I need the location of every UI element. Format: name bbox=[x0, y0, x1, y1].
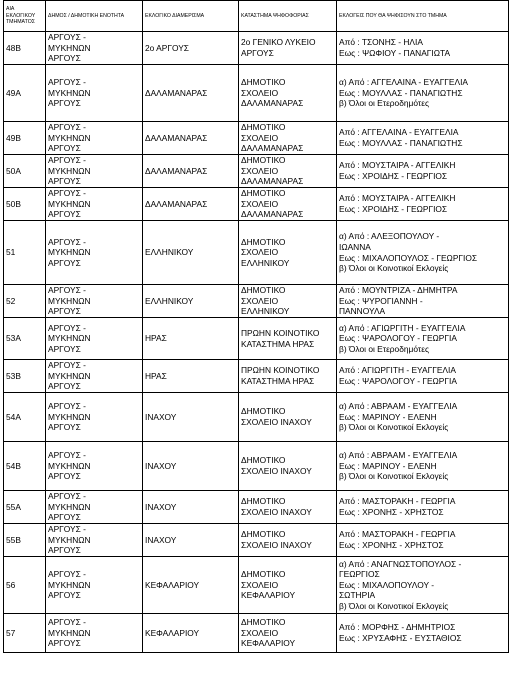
section-id-cell: 57 bbox=[4, 614, 46, 653]
table-row bbox=[4, 318, 509, 360]
municipality-cell: ΑΡΓΟΥΣ - ΜΥΚΗΝΩΝ ΑΡΓΟΥΣ bbox=[46, 318, 143, 360]
table-row bbox=[4, 557, 509, 614]
municipality-cell: ΑΡΓΟΥΣ - ΜΥΚΗΝΩΝ ΑΡΓΟΥΣ bbox=[46, 442, 143, 491]
municipality-cell: ΑΡΓΟΥΣ - ΜΥΚΗΝΩΝ ΑΡΓΟΥΣ bbox=[46, 122, 143, 155]
municipality-cell: ΑΡΓΟΥΣ - ΜΥΚΗΝΩΝ ΑΡΓΟΥΣ bbox=[46, 221, 143, 285]
table-row bbox=[4, 65, 509, 122]
district-cell: ΗΡΑΣ bbox=[143, 318, 239, 360]
district-cell: ΕΛΛΗΝΙΚΟΥ bbox=[143, 285, 239, 318]
voters-range-cell: α) Από : ΑΒΡΑΑΜ - ΕΥΑΓΓΕΛΙΑ Εως : ΜΑΡΙΝΟΥ - ΕΛΕΝΗ β) Όλοι οι Κοινοτικοί Εκλογείς bbox=[337, 442, 509, 491]
table-row bbox=[4, 491, 509, 524]
table-row bbox=[4, 32, 509, 65]
municipality-cell: ΑΡΓΟΥΣ - ΜΥΚΗΝΩΝ ΑΡΓΟΥΣ bbox=[46, 285, 143, 318]
municipality-cell: ΑΡΓΟΥΣ - ΜΥΚΗΝΩΝ ΑΡΓΟΥΣ bbox=[46, 491, 143, 524]
district-cell: ΕΛΛΗΝΙΚΟΥ bbox=[143, 221, 239, 285]
district-cell: ΙΝΑΧΟΥ bbox=[143, 393, 239, 442]
voters-range-cell: α) Από : ΑΛΕΞΟΠΟΥΛΟΥ - ΙΩΑΝΝΑ Εως : ΜΙΧΑΛΟΠΟΥΛΟΣ - ΓΕΩΡΓΙΟΣ β) Όλοι οι Κοινοτικοί Εκλογείς bbox=[337, 221, 509, 285]
section-id-cell: 48Β bbox=[4, 32, 46, 65]
voters-range-cell: Από : ΜΟΥΝΤΡΙΖΑ - ΔΗΜΗΤΡΑ Εως : ΨΥΡΟΓΙΑΝΝΗ - ΠΑΝΝΟΥΛΑ bbox=[337, 285, 509, 318]
polling-station-cell: ΔΗΜΟΤΙΚΟ ΣΧΟΛΕΙΟ ΔΑΛΑΜΑΝΑΡΑΣ bbox=[239, 122, 337, 155]
polling-station-cell: ΠΡΩΗΝ ΚΟΙΝΟΤΙΚΟ ΚΑΤΑΣΤΗΜΑ ΗΡΑΣ bbox=[239, 360, 337, 393]
municipality-cell: ΑΡΓΟΥΣ - ΜΥΚΗΝΩΝ ΑΡΓΟΥΣ bbox=[46, 188, 143, 221]
header-section-id: ΑΙΑ ΕΚΛΟΓΙΚΟΥ ΤΜΗΜΑΤΟΣ bbox=[4, 1, 46, 32]
section-id-cell: 54Α bbox=[4, 393, 46, 442]
section-id-cell: 56 bbox=[4, 557, 46, 614]
section-id-cell: 53Β bbox=[4, 360, 46, 393]
polling-stations-table bbox=[3, 0, 509, 653]
municipality-cell: ΑΡΓΟΥΣ - ΜΥΚΗΝΩΝ ΑΡΓΟΥΣ bbox=[46, 155, 143, 188]
municipality-cell: ΑΡΓΟΥΣ - ΜΥΚΗΝΩΝ ΑΡΓΟΥΣ bbox=[46, 524, 143, 557]
table-row bbox=[4, 614, 509, 653]
header-voters: ΕΚΛΟΓΕΙΣ ΠΟΥ ΘΑ ΨΗΦΙΣΟΥΝ ΣΤΟ ΤΜΗΜΑ bbox=[337, 1, 509, 32]
voters-range-cell: Από : ΜΟΥΣΤΑΙΡΑ - ΑΓΓΕΛΙΚΗ Εως : ΧΡΟΙΔΗΣ - ΓΕΩΡΓΙΟΣ bbox=[337, 155, 509, 188]
section-id-cell: 55Β bbox=[4, 524, 46, 557]
polling-station-cell: ΔΗΜΟΤΙΚΟ ΣΧΟΛΕΙΟ ΕΛΛΗΝΙΚΟΥ bbox=[239, 221, 337, 285]
polling-station-cell: ΠΡΩΗΝ ΚΟΙΝΟΤΙΚΟ ΚΑΤΑΣΤΗΜΑ ΗΡΑΣ bbox=[239, 318, 337, 360]
polling-station-cell: ΔΗΜΟΤΙΚΟ ΣΧΟΛΕΙΟ ΔΑΛΑΜΑΝΑΡΑΣ bbox=[239, 188, 337, 221]
table-header-row bbox=[4, 1, 509, 32]
polling-station-cell: ΔΗΜΟΤΙΚΟ ΣΧΟΛΕΙΟ ΙΝΑΧΟΥ bbox=[239, 393, 337, 442]
table-row bbox=[4, 360, 509, 393]
section-id-cell: 49Β bbox=[4, 122, 46, 155]
polling-station-cell: ΔΗΜΟΤΙΚΟ ΣΧΟΛΕΙΟ ΙΝΑΧΟΥ bbox=[239, 491, 337, 524]
district-cell: ΙΝΑΧΟΥ bbox=[143, 442, 239, 491]
district-cell: ΙΝΑΧΟΥ bbox=[143, 524, 239, 557]
table-row bbox=[4, 393, 509, 442]
voters-range-cell: Από : ΤΣΟΝΗΣ - ΗΛΙΑ Εως : ΨΩΦΙΟΥ - ΠΑΝΑΓΙΩΤΑ bbox=[337, 32, 509, 65]
district-cell: ΚΕΦΑΛΑΡΙΟΥ bbox=[143, 557, 239, 614]
table-row bbox=[4, 285, 509, 318]
municipality-cell: ΑΡΓΟΥΣ - ΜΥΚΗΝΩΝ ΑΡΓΟΥΣ bbox=[46, 393, 143, 442]
polling-station-cell: ΔΗΜΟΤΙΚΟ ΣΧΟΛΕΙΟ ΚΕΦΑΛΑΡΙΟΥ bbox=[239, 614, 337, 653]
section-id-cell: 50Β bbox=[4, 188, 46, 221]
municipality-cell: ΑΡΓΟΥΣ - ΜΥΚΗΝΩΝ ΑΡΓΟΥΣ bbox=[46, 557, 143, 614]
table-row bbox=[4, 155, 509, 188]
voters-range-cell: Από : ΜΑΣΤΟΡΑΚΗ - ΓΕΩΡΓΙΑ Εως : ΧΡΟΝΗΣ - ΧΡΗΣΤΟΣ bbox=[337, 524, 509, 557]
polling-station-cell: ΔΗΜΟΤΙΚΟ ΣΧΟΛΕΙΟ ΚΕΦΑΛΑΡΙΟΥ bbox=[239, 557, 337, 614]
district-cell: ΔΑΛΑΜΑΝΑΡΑΣ bbox=[143, 155, 239, 188]
header-municipality: ΔΗΜΟΣ / ΔΗΜΟΤΙΚΗ ΕΝΟΤΗΤΑ bbox=[46, 1, 143, 32]
polling-station-cell: ΔΗΜΟΤΙΚΟ ΣΧΟΛΕΙΟ ΔΑΛΑΜΑΝΑΡΑΣ bbox=[239, 155, 337, 188]
district-cell: ΙΝΑΧΟΥ bbox=[143, 491, 239, 524]
municipality-cell: ΑΡΓΟΥΣ - ΜΥΚΗΝΩΝ ΑΡΓΟΥΣ bbox=[46, 360, 143, 393]
voters-range-cell: Από : ΑΓΓΕΛΑΙΝΑ - ΕΥΑΓΓΕΛΙΑ Εως : ΜΟΥΛΛΑΣ - ΠΑΝΑΓΙΩΤΗΣ bbox=[337, 122, 509, 155]
polling-station-cell: ΔΗΜΟΤΙΚΟ ΣΧΟΛΕΙΟ ΙΝΑΧΟΥ bbox=[239, 524, 337, 557]
section-id-cell: 52 bbox=[4, 285, 46, 318]
section-id-cell: 50Α bbox=[4, 155, 46, 188]
district-cell: ΚΕΦΑΛΑΡΙΟΥ bbox=[143, 614, 239, 653]
municipality-cell: ΑΡΓΟΥΣ - ΜΥΚΗΝΩΝ ΑΡΓΟΥΣ bbox=[46, 614, 143, 653]
section-id-cell: 54Β bbox=[4, 442, 46, 491]
table-row bbox=[4, 188, 509, 221]
table-row bbox=[4, 524, 509, 557]
section-id-cell: 49Α bbox=[4, 65, 46, 122]
polling-station-cell: ΔΗΜΟΤΙΚΟ ΣΧΟΛΕΙΟ ΙΝΑΧΟΥ bbox=[239, 442, 337, 491]
voters-range-cell: α) Από : ΑΝΑΓΝΩΣΤΟΠΟΥΛΟΣ - ΓΕΩΡΓΙΟΣ Εως : ΜΙΧΑΛΟΠΟΥΛΟΥ - ΣΩΤΗΡΙΑ β) Όλοι οι Κοινοτικοί Εκλογείς bbox=[337, 557, 509, 614]
polling-station-cell: ΔΗΜΟΤΙΚΟ ΣΧΟΛΕΙΟ ΔΑΛΑΜΑΝΑΡΑΣ bbox=[239, 65, 337, 122]
table-row bbox=[4, 442, 509, 491]
district-cell: 2ο ΑΡΓΟΥΣ bbox=[143, 32, 239, 65]
section-id-cell: 55Α bbox=[4, 491, 46, 524]
district-cell: ΔΑΛΑΜΑΝΑΡΑΣ bbox=[143, 122, 239, 155]
table-row bbox=[4, 221, 509, 285]
district-cell: ΔΑΛΑΜΑΝΑΡΑΣ bbox=[143, 188, 239, 221]
voters-range-cell: α) Από : ΑΓΓΕΛΑΙΝΑ - ΕΥΑΓΓΕΛΙΑ Εως : ΜΟΥΛΛΑΣ - ΠΑΝΑΓΙΩΤΗΣ β) Όλοι οι Ετεροδημότες bbox=[337, 65, 509, 122]
section-id-cell: 53Α bbox=[4, 318, 46, 360]
voters-range-cell: α) Από : ΑΒΡΑΑΜ - ΕΥΑΓΓΕΛΙΑ Εως : ΜΑΡΙΝΟΥ - ΕΛΕΝΗ β) Όλοι οι Κοινοτικοί Εκλογείς bbox=[337, 393, 509, 442]
district-cell: ΔΑΛΑΜΑΝΑΡΑΣ bbox=[143, 65, 239, 122]
voters-range-cell: Από : ΑΓΙΩΡΓΙΤΗ - ΕΥΑΓΓΕΛΙΑ Εως : ΨΑΡΟΛΟΓΟΥ - ΓΕΩΡΓΙΑ bbox=[337, 360, 509, 393]
district-cell: ΗΡΑΣ bbox=[143, 360, 239, 393]
table-body bbox=[4, 32, 509, 653]
voters-range-cell: Από : ΜΟΥΣΤΑΙΡΑ - ΑΓΓΕΛΙΚΗ Εως : ΧΡΟΙΔΗΣ - ΓΕΩΡΓΙΟΣ bbox=[337, 188, 509, 221]
voters-range-cell: α) Από : ΑΓΙΩΡΓΙΤΗ - ΕΥΑΓΓΕΛΙΑ Εως : ΨΑΡΟΛΟΓΟΥ - ΓΕΩΡΓΙΑ β) Όλοι οι Ετεροδημότες bbox=[337, 318, 509, 360]
polling-station-cell: ΔΗΜΟΤΙΚΟ ΣΧΟΛΕΙΟ ΕΛΛΗΝΙΚΟΥ bbox=[239, 285, 337, 318]
header-polling-station: ΚΑΤΑΣΤΗΜΑ ΨΗΦΟΦΟΡΙΑΣ bbox=[239, 1, 337, 32]
municipality-cell: ΑΡΓΟΥΣ - ΜΥΚΗΝΩΝ ΑΡΓΟΥΣ bbox=[46, 65, 143, 122]
section-id-cell: 51 bbox=[4, 221, 46, 285]
voters-range-cell: Από : ΜΟΡΦΗΣ - ΔΗΜΗΤΡΙΟΣ Εως : ΧΡΥΣΑΦΗΣ - ΕΥΣΤΑΘΙΟΣ bbox=[337, 614, 509, 653]
municipality-cell: ΑΡΓΟΥΣ - ΜΥΚΗΝΩΝ ΑΡΓΟΥΣ bbox=[46, 32, 143, 65]
table-row bbox=[4, 122, 509, 155]
voters-range-cell: Από : ΜΑΣΤΟΡΑΚΗ - ΓΕΩΡΓΙΑ Εως : ΧΡΟΝΗΣ - ΧΡΗΣΤΟΣ bbox=[337, 491, 509, 524]
polling-station-cell: 2ο ΓΕΝΙΚΟ ΛΥΚΕΙΟ ΑΡΓΟΥΣ bbox=[239, 32, 337, 65]
header-electoral-district: ΕΚΛΟΓΙΚΟ ΔΙΑΜΕΡΙΣΜΑ bbox=[143, 1, 239, 32]
